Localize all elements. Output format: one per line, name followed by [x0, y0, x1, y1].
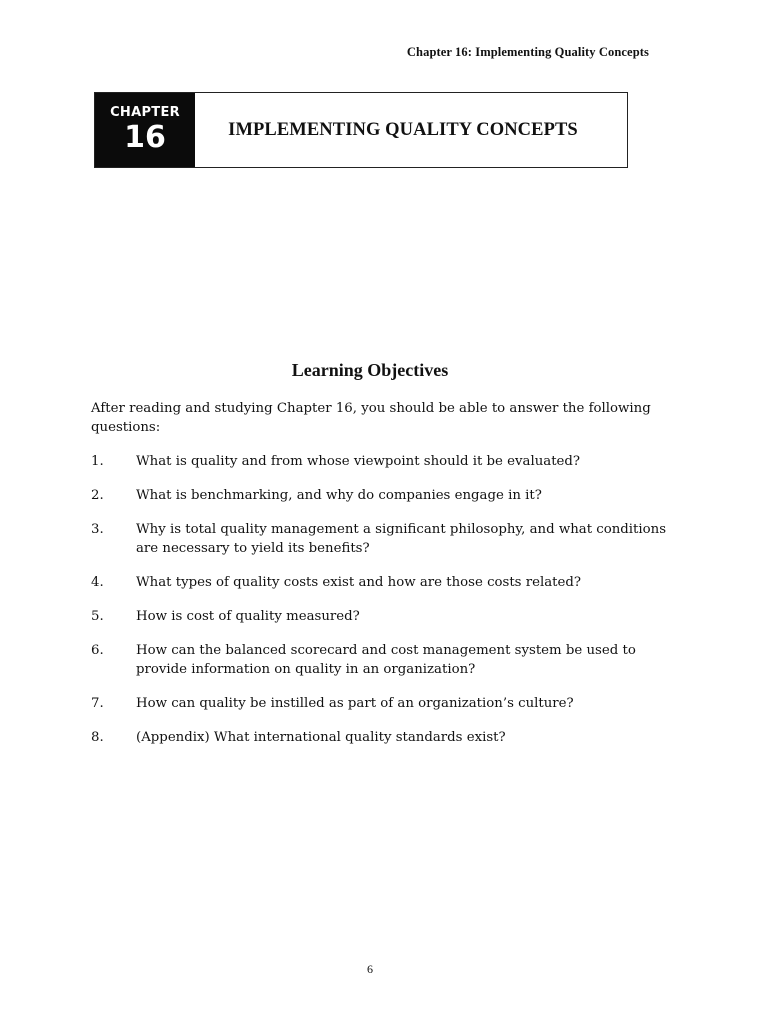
objective-number: 1.: [91, 454, 104, 469]
running-header: Chapter 16: Implementing Quality Concepts: [406, 45, 649, 59]
chapter-number: 16: [124, 119, 166, 155]
objective-item: [91, 452, 671, 471]
objective-item: [91, 573, 671, 592]
objective-item: [91, 607, 671, 626]
objective-item: [91, 486, 671, 505]
objective-number: 3.: [91, 522, 104, 537]
objective-number: 8.: [91, 730, 104, 745]
objective-number: 5.: [91, 609, 104, 624]
chapter-title: IMPLEMENTING QUALITY CONCEPTS: [228, 119, 578, 140]
objective-text: How can quality be instilled as part of an organization’s culture?: [136, 696, 574, 711]
chapter-banner: [94, 92, 628, 168]
objective-text: What is benchmarking, and why do companies engage in it?: [136, 488, 542, 503]
objective-item: [91, 728, 671, 747]
objective-number: 4.: [91, 575, 104, 590]
objectives-intro: After reading and studying Chapter 16, you should be able to answer the following questions:: [91, 401, 651, 435]
objective-item: [91, 694, 671, 713]
objective-text: Why is total quality management a significant philosophy, and what conditions are necessary to yield its benefits?: [136, 522, 667, 556]
objective-text: (Appendix) What international quality standards exist?: [136, 730, 506, 745]
chapter-label: CHAPTER: [110, 104, 180, 120]
objective-number: 2.: [91, 488, 104, 503]
objective-number: 6.: [91, 643, 104, 658]
objective-item: [91, 641, 671, 679]
objectives-list: [91, 452, 671, 762]
objective-item: [91, 520, 671, 558]
objective-text: How is cost of quality measured?: [136, 609, 360, 624]
objective-text: What is quality and from whose viewpoint should it be evaluated?: [136, 454, 581, 469]
learning-objectives-heading: Learning Objectives: [291, 360, 449, 380]
objective-number: 7.: [91, 696, 104, 711]
page-number: 6: [367, 962, 373, 976]
objective-text: How can the balanced scorecard and cost management system be used to provide information on quality in an organization?: [136, 643, 636, 677]
chapter-tab: [95, 93, 195, 167]
objective-text: What types of quality costs exist and how are those costs related?: [136, 575, 581, 590]
